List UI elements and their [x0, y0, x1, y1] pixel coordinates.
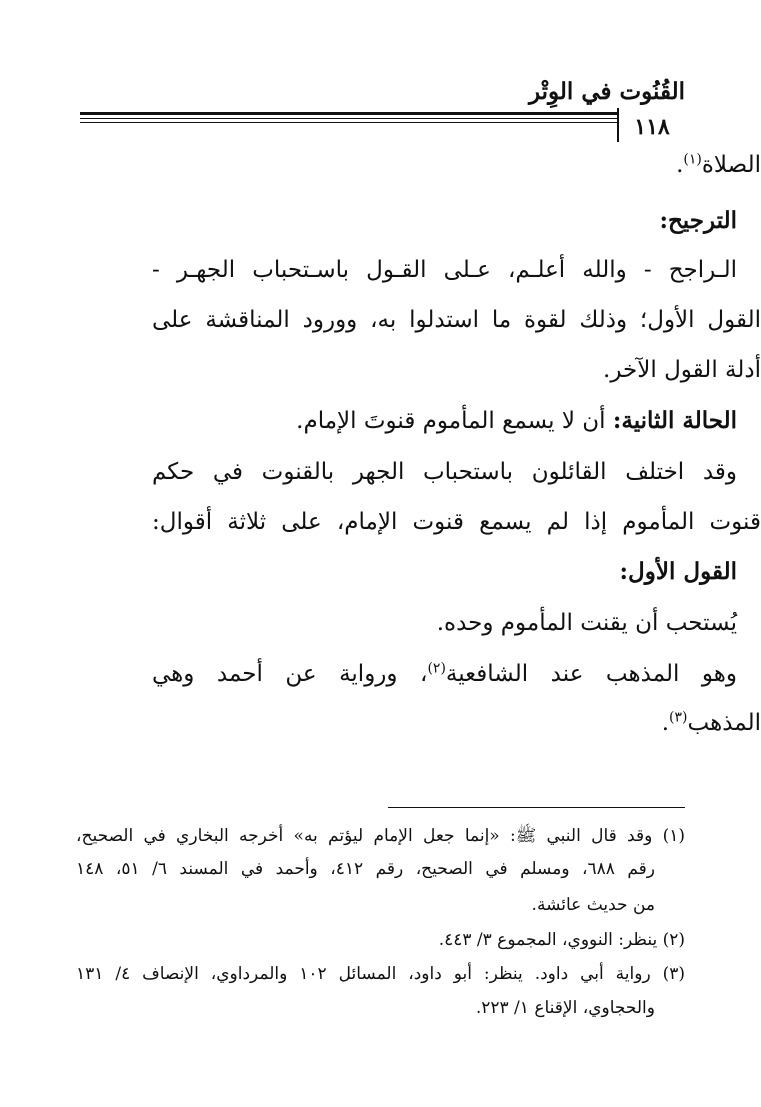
body-line-8: قنوت المأموم إذا لم يسمع قنوت الإمام، على ثلاثة أقوال: [152, 509, 761, 535]
body-line-1: الصلاة$^{(١)}$. [676, 151, 761, 178]
footnote-3-line-2: والحجاوي، الإقناع ١/ ٢٢٣. [475, 998, 655, 1018]
footnote-3-line-1: (٣) رواية أبي داود. ينظر: أبو داود، المسائل ١٠٢ والمرداوي، الإنصاف ٤/ ١٣١ [76, 964, 685, 984]
footnote-separator [388, 807, 685, 808]
header-rule-thick [80, 112, 685, 115]
running-title: القُنُوت في الوِتْر [528, 78, 685, 105]
footnote-ref-3[interactable]: (٣) [669, 709, 688, 726]
footnote-2: (٢) ينظر: النووي، المجموع ٣/ ٤٤٣. [438, 930, 685, 950]
footnote-1-line-1: (١) وقد قال النبي ﷺ: «إنما جعل الإمام ليؤتم به» أخرجه البخاري في الصحيح، [76, 826, 685, 846]
heading-first-opinion: القول الأول: [619, 558, 737, 585]
second-case-line: الحالة الثانية: أن لا يسمع المأموم قنوتَ الإمام. [296, 407, 737, 434]
body-line-12: المذهب$^{(٣)}$. [661, 709, 761, 736]
footnote-1-line-3: من حديث عائشة. [531, 895, 655, 915]
body-line-10: يُستحب أن يقنت المأموم وحده. [436, 610, 737, 636]
body-line-5: أدلة القول الآخر. [603, 357, 761, 383]
page-number: ١١٨ [617, 108, 685, 142]
body-line-3: الـراجح - والله أعلـم، عـلى القـول باسـتحباب الجهـر - [152, 257, 737, 283]
footnote-1-line-2: رقم ٦٨٨، ومسلم في الصحيح، رقم ٤١٢، وأحمد في المسند ٦/ ٥١، ١٤٨ [76, 859, 655, 879]
body-line-7: وقد اختلف القائلون باستحباب الجهر بالقنوت في حكم [152, 459, 737, 485]
footnote-ref-1[interactable]: (١) [683, 151, 702, 168]
heading-tarjih: الترجيح: [659, 207, 737, 234]
footnote-ref-2[interactable]: (٢) [427, 660, 446, 677]
header-rule-thin-lower [80, 122, 685, 123]
body-line-11: وهو المذهب عند الشافعية$^{(٢)}$، ورواية عن أحمد وهي [152, 660, 737, 687]
body-line-4: القول الأول؛ وذلك لقوة ما استدلوا به، وورود المناقشة على [152, 307, 761, 333]
header-rule-thin [80, 118, 685, 119]
